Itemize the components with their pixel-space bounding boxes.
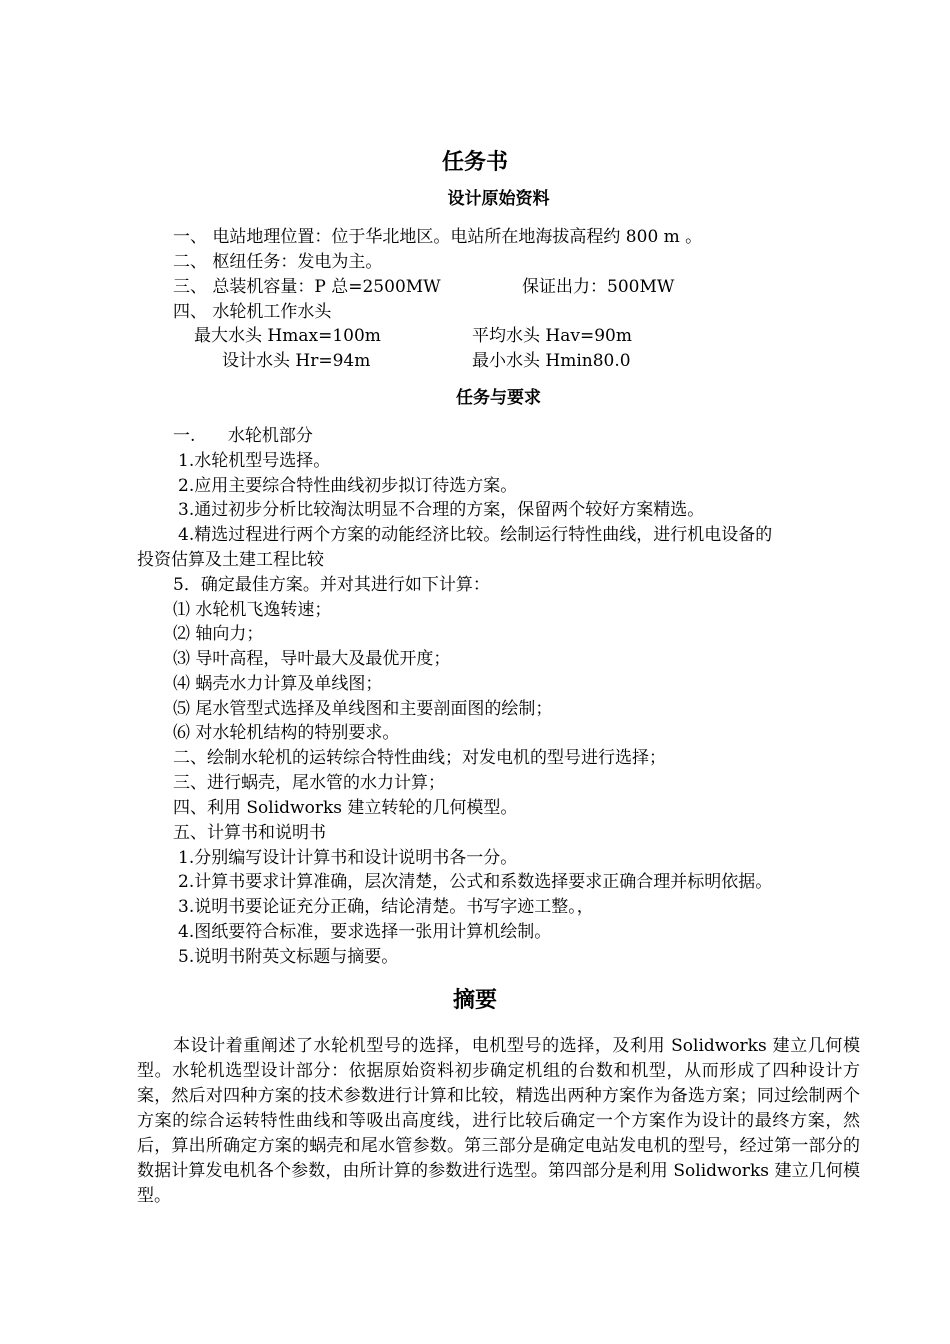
req-item-4-cont: 投资估算及土建工程比较 — [137, 550, 324, 570]
req-part4: 四、利用 Solidworks 建立转轮的几何模型。 — [173, 798, 518, 818]
calc-item-1: ⑴ 水轮机飞逸转速； — [173, 600, 332, 620]
req-item-1: 1.水轮机型号选择。 — [178, 451, 331, 471]
task-book-title: 任务书 — [441, 149, 508, 175]
doc-item-5: 5.说明书附英文标题与摘要。 — [178, 947, 399, 967]
original-data-heading: 设计原始资料 — [447, 189, 550, 209]
req-part3: 三、进行蜗壳，尾水管的水力计算； — [173, 773, 445, 793]
head-design: 设计水头 Hr=94m — [222, 351, 371, 371]
req-part2: 二、绘制水轮机的运转综合特性曲线；对发电机的型号进行选择； — [173, 748, 666, 768]
requirements-heading: 任务与要求 — [456, 388, 541, 408]
item-head: 四、 水轮机工作水头 — [173, 302, 332, 322]
calc-item-5: ⑸ 尾水管型式选择及单线图和主要剖面图的绘制； — [173, 699, 553, 719]
doc-item-3: 3.说明书要论证充分正确，结论清楚。书写字迹工整。， — [178, 897, 594, 917]
req-item-4: 4.精选过程进行两个方案的动能经济比较。绘制运行特性曲线，进行机电设备的 — [178, 525, 773, 545]
head-min: 最小水头 Hmin80.0 — [472, 351, 631, 371]
req-part1: 一. 水轮机部分 — [173, 426, 313, 446]
calc-item-2: ⑵ 轴向力； — [173, 624, 264, 644]
doc-item-4: 4.图纸要符合标准，要求选择一张用计算机绘制。 — [178, 922, 552, 942]
item-capacity: 三、 总装机容量：P 总=2500MW — [173, 277, 441, 297]
abstract-title: 摘要 — [452, 987, 497, 1013]
req-item-2: 2.应用主要综合特性曲线初步拟订待选方案。 — [178, 476, 518, 496]
item-guaranteed-output: 保证出力：500MW — [522, 277, 675, 297]
doc-item-1: 1.分别编写设计计算书和设计说明书各一分。 — [178, 848, 518, 868]
req-item-3: 3.通过初步分析比较淘汰明显不合理的方案，保留两个较好方案精选。 — [178, 500, 705, 520]
req-item-5: 5．确定最佳方案。并对其进行如下计算： — [173, 575, 490, 595]
head-max: 最大水头 Hmax=100m — [194, 326, 381, 346]
item-task: 二、 枢纽任务：发电为主。 — [173, 252, 383, 272]
calc-item-3: ⑶ 导叶高程，导叶最大及最优开度； — [173, 649, 451, 669]
req-part5: 五、计算书和说明书 — [173, 823, 326, 843]
doc-item-2: 2.计算书要求计算准确，层次清楚，公式和系数选择要求正确合理并标明依据。 — [178, 872, 773, 892]
abstract-body: 本设计着重阐述了水轮机型号的选择，电机型号的选择，及利用 Solidworks 建立几何模型。水轮机选型设计部分：依据原始资料初步确定机组的台数和机型，从而形成了四种设计方案，然后对四种方案的技术参数进行计算和比较，精选出两种方案作为备选方案；同过绘制两个方案的综合运转特性曲线和等吸出高度线，进行比较后确定一个方案作为设计的最终方案，然后，算出所确定方案的蜗壳和尾水管参数。第三部分是确定电站发电机的型号，经过第一部分的数据计算发电机各个参数，由所计算的参数进行选型。第四部分是利用 Solidworks 建立几何模型。 — [137, 1036, 860, 1206]
calc-item-4: ⑷ 蜗壳水力计算及单线图； — [173, 674, 383, 694]
item-location: 一、 电站地理位置：位于华北地区。电站所在地海拔高程约 800 m 。 — [173, 227, 703, 247]
calc-item-6: ⑹ 对水轮机结构的特别要求。 — [173, 723, 400, 743]
head-average: 平均水头 Hav=90m — [472, 326, 632, 346]
